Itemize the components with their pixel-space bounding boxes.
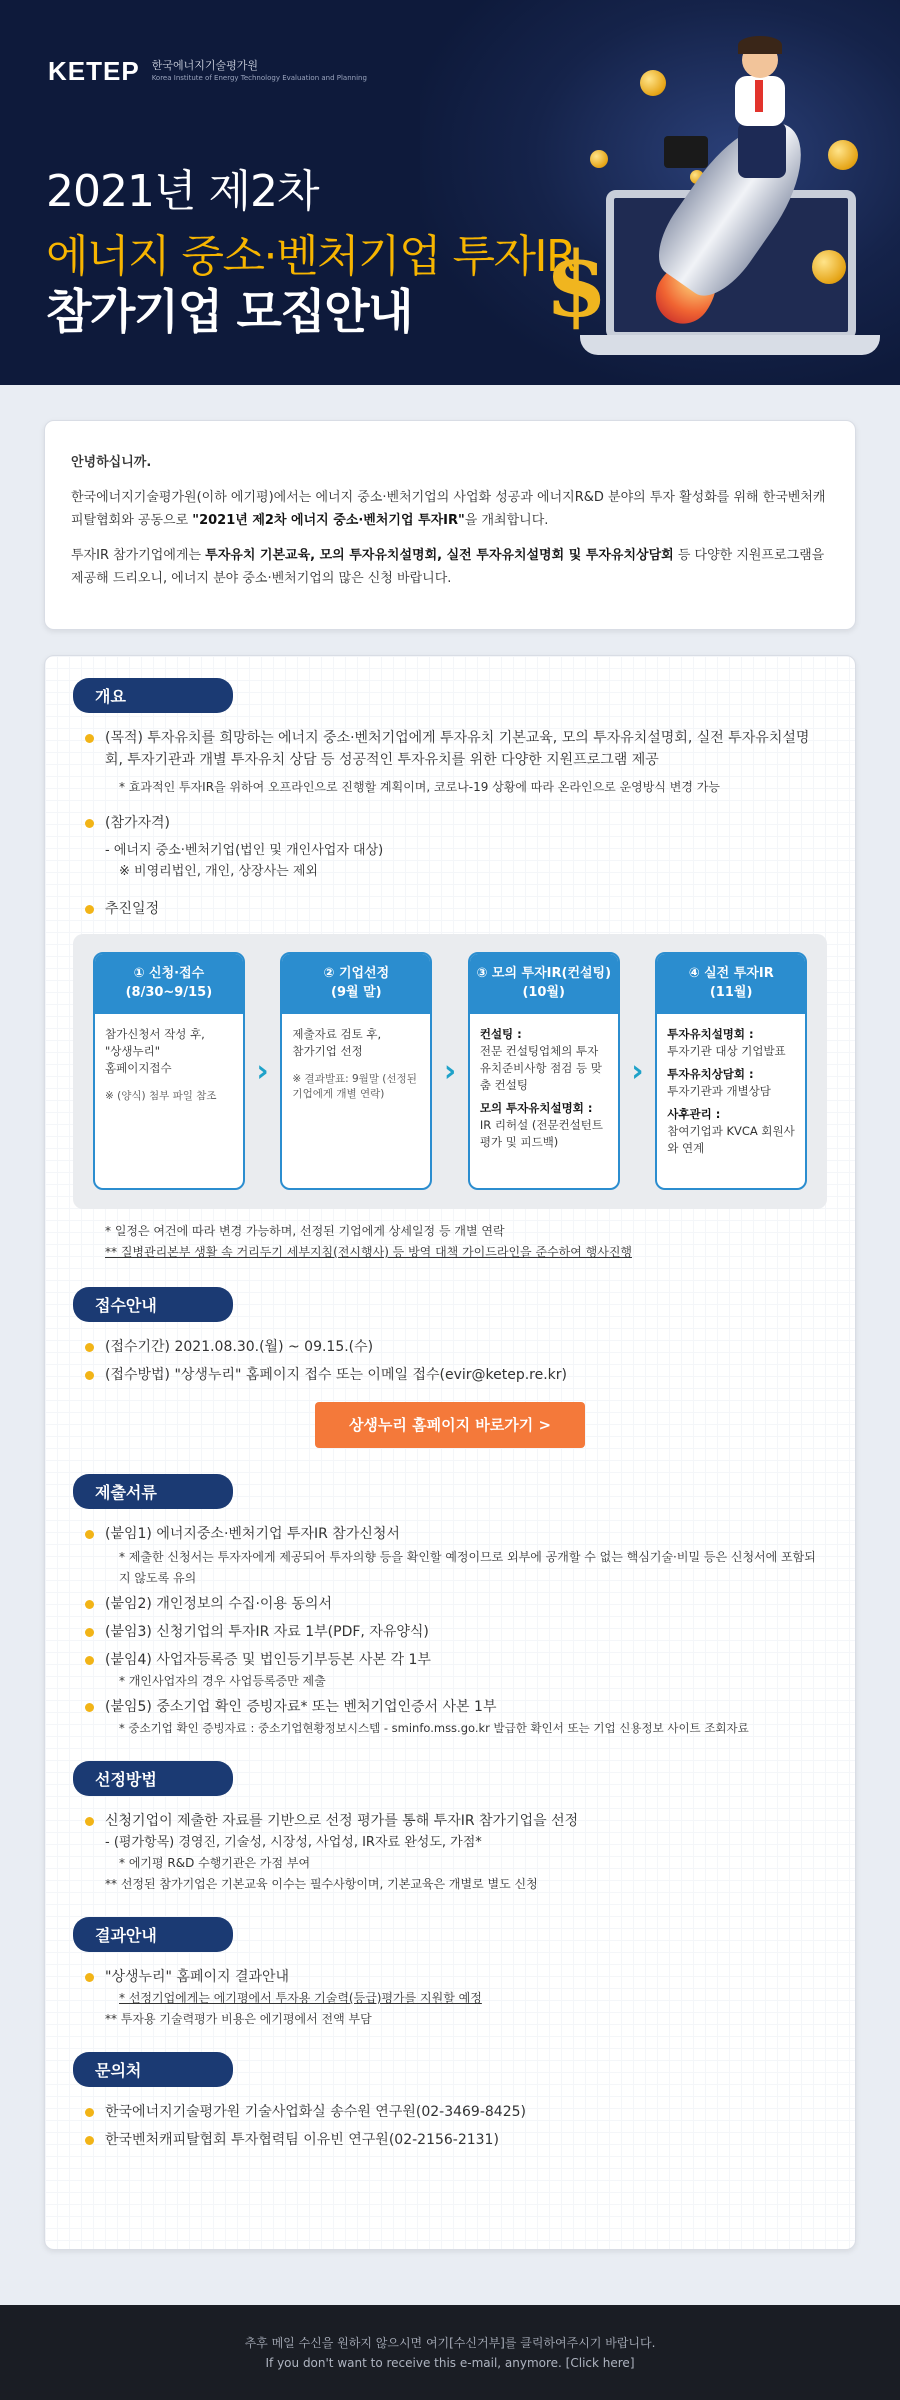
greeting-para1-a: 한국에너지기술평가원(이하 에기평)에서는 에너지 중소·벤처기업의 사업화 성공과 에너지R&D 분야의 투자 활성화를 위해 한국벤처캐피탈협회와 공동으로 xyxy=(71,490,826,528)
logo-mark: KETEP xyxy=(48,56,140,86)
hero-year-line: 2021년 제2차 xyxy=(46,166,319,217)
step-line: 투자기관과 개별상담 xyxy=(667,1084,771,1098)
step-line: 참여기업과 KVCA 회원사와 연계 xyxy=(667,1124,795,1155)
logo-sub-en: Korea Institute of Energy Technology Evaluation and Planning xyxy=(151,73,367,82)
schedule-note-1: * 일정은 여건에 따라 변경 가능하며, 선정된 기업에게 상세일정 등 개별 연락 xyxy=(105,1224,505,1238)
greeting-para2 xyxy=(71,544,829,590)
step-line: 참가기업 선정 xyxy=(292,1044,363,1058)
unsubscribe-link-en[interactable]: If you don't want to receive this e-mail, anymore. [Click here] xyxy=(265,2356,635,2370)
step-line: "상생누리" xyxy=(105,1044,161,1058)
hero-banner xyxy=(0,0,900,385)
step-period: (9월 말) xyxy=(331,985,382,1000)
overview-eligibility: (참가자격) xyxy=(73,812,827,834)
dollar-sign-icon: $ xyxy=(545,232,608,338)
section-title-reception: 접수안내 xyxy=(73,1287,233,1322)
section-title-result: 결과안내 xyxy=(73,1917,233,1952)
process-steps xyxy=(73,934,827,1209)
selection-note-1: * 에기평 R&D 수행기관은 가점 부여 xyxy=(119,1856,311,1870)
main-content-card xyxy=(44,655,856,2250)
step-body xyxy=(95,1014,243,1116)
overview-purpose-note: * 효과적인 투자IR을 위하여 오프라인으로 진행할 계획이며, 코로나-19 상황에 따라 온라인으로 운영방식 변경 가능 xyxy=(119,780,720,794)
chevron-right-icon: › xyxy=(256,1054,269,1089)
overview-purpose: (목적) 투자유치를 희망하는 에너지 중소·벤처기업에게 투자유치 기본교육, 모의 투자유치설명회, 실전 투자유치설명회, 투자기관과 개별 투자유치 상담 등 성공적인 투자유치를 위한 다양한 지원프로그램 제공 xyxy=(73,727,827,771)
step-label: 투자유치상담회 : xyxy=(667,1067,754,1081)
result-1: "상생누리" 홈페이지 결과안내 xyxy=(73,1966,827,1988)
ketep-logo xyxy=(48,56,367,87)
step-line: 투자기관 대상 기업발표 xyxy=(667,1044,786,1058)
step-note: ※ 결과발표: 9월말 (선정된 기업에게 개별 연락) xyxy=(292,1073,417,1100)
section-title-documents: 제출서류 xyxy=(73,1474,233,1509)
step-title: ① 신청·접수 xyxy=(133,966,205,981)
greeting-card xyxy=(44,420,856,630)
document-1-note: * 제출한 신청서는 투자자에게 제공되어 투자의향 등을 확인할 예정이므로 외부에 공개할 수 없는 핵심기술·비밀 등은 신청서에 포함되지 않도록 유의 xyxy=(119,1550,816,1585)
businessman-legs xyxy=(738,122,786,178)
step-3-mock-ir xyxy=(468,952,620,1190)
businessman-hair xyxy=(738,36,782,54)
document-4: (붙임4) 사업자등록증 및 법인등기부등본 사본 각 1부 xyxy=(73,1649,827,1671)
section-title-overview: 개요 xyxy=(73,678,233,713)
document-2: (붙임2) 개인정보의 수집·이용 동의서 xyxy=(73,1593,827,1615)
hero-subtitle: 참가기업 모집안내 xyxy=(46,285,413,340)
document-5-note: * 중소기업 확인 증빙자료 : 중소기업현황정보시스템 - sminfo.mss.go.kr 발급한 확인서 또는 기업 신용정보 사이트 조회자료 xyxy=(119,1721,749,1735)
step-4-live-ir xyxy=(655,952,807,1190)
greeting-programs: 투자유치 기본교육, 모의 투자유치설명회, 실전 투자유치설명회 및 투자유치상담회 xyxy=(205,548,674,563)
businessman-tie xyxy=(755,80,763,112)
overview-eligibility-2: ※ 비영리법인, 개인, 상장사는 제외 xyxy=(119,864,318,879)
laptop-base-illustration xyxy=(580,335,880,355)
contact-ketep: 한국에너지기술평가원 기술사업화실 송수원 연구원(02-3469-8425) xyxy=(73,2101,827,2123)
step-body xyxy=(470,1014,618,1163)
greeting-hello: 안녕하십니까. xyxy=(71,455,152,470)
greeting-para1 xyxy=(71,486,829,532)
coin-icon xyxy=(828,140,858,170)
greeting-para2-c: 등 다양한 지원프로그램을 제공해 드리오니, 에너지 분야 중소·벤처기업의 많은 신청 바랍니다. xyxy=(71,548,825,586)
step-line: IR 리허설 (전문컨설턴트 평가 및 피드백) xyxy=(479,1118,604,1149)
step-header xyxy=(95,954,243,1014)
reception-method: (접수방법) "상생누리" 홈페이지 접수 또는 이메일 접수(evir@ketep.re.kr) xyxy=(73,1364,827,1386)
step-title: ③ 모의 투자IR(컨설팅) xyxy=(476,966,612,981)
schedule-note-2-text: ** 질병관리본부 생활 속 거리두기 세부지침(전시행사) 등 방역 대책 가이드라인을 준수하여 행사진행 xyxy=(105,1245,633,1259)
step-1-application xyxy=(93,952,245,1190)
document-5: (붙임5) 중소기업 확인 증빙자료* 또는 벤처기업인증서 사본 1부 xyxy=(73,1696,827,1718)
step-period: (10월) xyxy=(522,985,565,1000)
section-title-selection: 선정방법 xyxy=(73,1761,233,1796)
footer xyxy=(0,2305,900,2400)
result-note-1-text: * 선정기업에게는 에기평에서 투자용 기술력(등급)평가를 지원할 예정 xyxy=(119,1991,482,2005)
step-title: ② 기업선정 xyxy=(323,966,390,981)
step-2-selection xyxy=(280,952,432,1190)
step-title: ④ 실전 투자IR xyxy=(688,966,774,981)
overview-eligibility-1: - 에너지 중소·벤처기업(법인 및 개인사업자 대상) xyxy=(105,843,384,858)
coin-icon xyxy=(590,150,608,168)
schedule-note-2 xyxy=(73,1242,827,1263)
step-header xyxy=(282,954,430,1014)
step-label: 투자유치설명회 : xyxy=(667,1027,754,1041)
greeting-event-name: "2021년 제2차 에너지 중소·벤처기업 투자IR" xyxy=(192,513,465,528)
selection-1: 신청기업이 제출한 자료를 기반으로 선정 평가를 통해 투자IR 참가기업을 선정 xyxy=(73,1810,827,1832)
logo-sub-kr: 한국에너지기술평가원 xyxy=(151,58,258,72)
result-note-1 xyxy=(73,1988,827,2009)
step-header xyxy=(657,954,805,1014)
overview-schedule: 추진일정 xyxy=(73,898,827,920)
reception-period: (접수기간) 2021.08.30.(월) ~ 09.15.(수) xyxy=(73,1336,827,1358)
contact-kvca: 한국벤처캐피탈협회 투자협력팀 이유빈 연구원(02-2156-2131) xyxy=(73,2129,827,2151)
result-note-2: ** 투자용 기술력평가 비용은 에기평에서 전액 부담 xyxy=(105,2012,372,2026)
coin-icon xyxy=(812,250,846,284)
step-line: 제출자료 검토 후, xyxy=(292,1027,382,1041)
step-line: 전문 컨설팅업체의 투자유치준비사항 점검 등 맞춤 컨설팅 xyxy=(479,1044,602,1092)
unsubscribe-link-kr[interactable]: 추후 메일 수신을 원하지 않으시면 여기[수신거부]를 클릭하여주시기 바랍니다. xyxy=(244,2336,656,2350)
step-label: 사후관리 : xyxy=(667,1107,721,1121)
chevron-right-icon: › xyxy=(631,1054,644,1089)
greeting-para2-a: 투자IR 참가기업에게는 xyxy=(71,548,206,563)
step-header xyxy=(470,954,618,1014)
greeting-para1-c: 을 개최합니다. xyxy=(464,513,549,528)
step-period: (8/30~9/15) xyxy=(125,985,213,1000)
step-body xyxy=(282,1014,430,1114)
document-4-note: * 개인사업자의 경우 사업등록증만 제출 xyxy=(119,1674,326,1688)
selection-note-2: ** 선정된 참가기업은 기본교육 이수는 필수사항이며, 기본교육은 개별로 별도 신청 xyxy=(105,1877,538,1891)
step-label: 컨설팅 : xyxy=(479,1027,522,1041)
step-note: ※ (양식) 첨부 파일 참조 xyxy=(105,1090,217,1102)
hero-title: 에너지 중소·벤처기업 투자IR xyxy=(46,231,576,282)
step-period: (11월) xyxy=(709,985,753,1000)
step-label: 모의 투자유치설명회 : xyxy=(479,1101,593,1115)
step-line: 참가신청서 작성 후, xyxy=(105,1027,205,1041)
chevron-right-icon: › xyxy=(443,1054,457,1089)
sangsaengnuri-homepage-button[interactable]: 상생누리 홈페이지 바로가기 > xyxy=(315,1402,585,1448)
logo-subtitle xyxy=(152,60,367,84)
coin-icon xyxy=(640,70,666,96)
document-1: (붙임1) 에너지중소·벤처기업 투자IR 참가신청서 xyxy=(73,1523,827,1545)
section-title-contact: 문의처 xyxy=(73,2052,233,2087)
step-line: 홈페이지접수 xyxy=(105,1061,172,1075)
step-body xyxy=(657,1014,805,1169)
document-3: (붙임3) 신청기업의 투자IR 자료 1부(PDF, 자유양식) xyxy=(73,1621,827,1643)
briefcase-icon xyxy=(664,136,708,168)
selection-criteria: - (평가항목) 경영진, 기술성, 시장성, 사업성, IR자료 완성도, 가점* xyxy=(105,1835,482,1850)
